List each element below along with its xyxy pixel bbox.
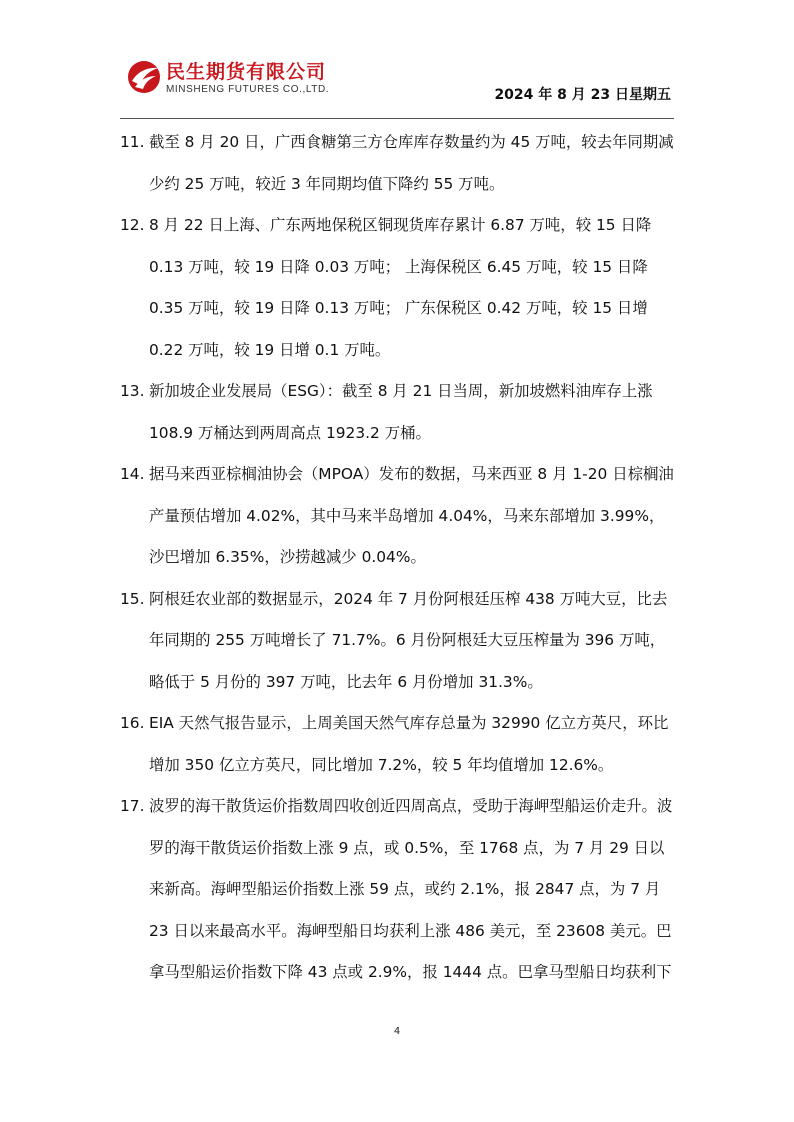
company-logo <box>126 57 366 102</box>
page-header <box>0 0 794 122</box>
company-name-en: MINSHENG FUTURES CO.,LTD. <box>166 84 330 95</box>
report-date: 2024 年 8 月 23 日星期五 <box>494 87 671 103</box>
news-item-13 <box>120 371 676 454</box>
item-number: 14. <box>120 465 145 483</box>
item-text: 据马来西亚棕榈油协会（MPOA）发布的数据，马来西亚 8 月 1-20 日棕榈油产量预估增加 4.02%，其中马来半岛增加 4.04%，马来东部增加 3.99%，沙巴增加 6.35%，沙捞越减少 0.04%。 <box>149 465 674 566</box>
news-item-12 <box>120 205 676 371</box>
item-number: 17. <box>120 797 145 815</box>
item-number: 15. <box>120 589 145 608</box>
item-number: 13. <box>120 382 145 400</box>
item-number: 12. <box>120 216 145 234</box>
minsheng-swoosh-logo-icon <box>126 59 162 95</box>
item-number: 16. <box>120 714 145 732</box>
news-item-14 <box>120 454 676 579</box>
item-number: 11. <box>120 133 145 151</box>
item-text: 8 月 22 日上海、广东两地保税区铜现货库存累计 6.87 万吨，较 15 日降 0.13 万吨，较 19 日降 0.03 万吨； 上海保税区 6.45 万吨，较 15 日降 0.35 万吨，较 19 日降 0.13 万吨； 广东保税区 0.42 万吨，较 15 日增 0.22 万吨，较 19 日增 0.1 万吨。 <box>149 216 652 359</box>
news-item-11 <box>120 122 676 205</box>
news-item-15 <box>120 579 676 704</box>
news-item-17 <box>120 786 676 994</box>
page-number: 4 <box>393 1026 401 1037</box>
news-item-16 <box>120 703 676 786</box>
item-text: 阿根廷农业部的数据显示，2024 年 7 月份阿根廷压榨 438 万吨大豆，比去年同期的 255 万吨增长了 71.7%。6 月份阿根廷大豆压榨量为 396 万吨，略低于 5 月份的 397 万吨，比去年 6 月份增加 31.3%。 <box>149 589 668 691</box>
item-text: 新加坡企业发展局（ESG）：截至 8 月 21 日当周，新加坡燃料油库存上涨 108.9 万桶达到两周高点 1923.2 万桶。 <box>149 382 653 442</box>
item-text: EIA 天然气报告显示，上周美国天然气库存总量为 32990 亿立方英尺，环比增加 350 亿立方英尺，同比增加 7.2%，较 5 年均值增加 12.6%。 <box>149 714 669 774</box>
news-list <box>120 122 676 994</box>
company-name-cn: 民生期货有限公司 <box>166 61 327 83</box>
header-divider <box>120 118 674 119</box>
item-text: 波罗的海干散货运价指数周四收创近四周高点，受助于海岬型船运价走升。波罗的海干散货运价指数上涨 9 点，或 0.5%，至 1768 点，为 7 月 29 日以来新高。海岬型船运价指数上涨 59 点，或约 2.1%，报 2847 点，为 7 月 23 日以来最高水平。海岬型船日均获利上涨 486 美元，至 23608 美元。巴拿马型船运价指数下降 43 点或 2.9%，报 1444 点。巴拿马型船日均获利下 <box>149 797 673 981</box>
item-text: 截至 8 月 20 日，广西食糖第三方仓库库存数量约为 45 万吨，较去年同期减少约 25 万吨，较近 3 年同期均值下降约 55 万吨。 <box>149 133 674 193</box>
